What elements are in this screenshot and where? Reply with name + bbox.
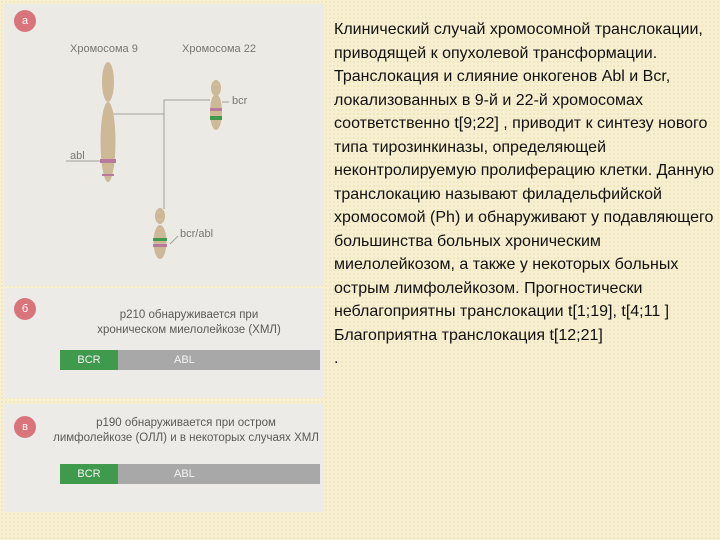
p210-bcr-segment: BCR	[60, 350, 118, 370]
bcr-gene-label: bcr	[232, 95, 248, 107]
chromosome-22-title: Хромосома 22	[182, 43, 256, 55]
translocation-connector-line	[108, 100, 210, 159]
p190-abl-segment: ABL	[118, 464, 320, 484]
chromosome-22-short-arm	[211, 80, 221, 96]
panel-badge-v: в	[14, 416, 36, 438]
p190-fusion-panel	[4, 404, 324, 512]
chromosome-22-bcr-band	[210, 108, 222, 111]
p210-abl-segment: ABL	[118, 350, 320, 370]
p190-fusion-bar	[60, 464, 320, 484]
chromosome-9-short-arm	[102, 62, 114, 102]
chromosome-9	[100, 62, 116, 182]
panel-badge-a: а	[14, 10, 36, 32]
p190-caption: p190 обнаруживается при остром лимфолейкозе (ОЛЛ) и в некоторых случаях ХМЛ	[53, 417, 319, 444]
p210-fusion-bar	[60, 350, 320, 370]
chromosome-9-title: Хромосома 9	[70, 43, 138, 55]
p210-fusion-panel	[4, 288, 324, 398]
ph-chromosome-green-band	[153, 238, 167, 241]
ph-chromosome-pink-band	[153, 244, 167, 247]
chromosome-9-telomere-band	[102, 174, 114, 176]
case-description-text: Клинический случай хромосомной транслокации, приводящей к опухолевой трансформации. Транслокация и слияние онкогенов Abl и Bcr, локализованных в 9-й и 22-й хромосомах соответственно t[9;22] , приводит к синтезу нового типа тирозинкиназы, определяющей неконтролируемую пролиферацию клетки. Данную транслокацию называют филадельфийской хромосомой (Ph) и обнаруживают у подавляющего большинства больных хроническим миелолейкозом, а также у некоторых больных острым лимфолейкозом. Прогностически неблагоприятны транслокации t[1;19], t[4;11 ] Благоприятна транслокация t[12;21] .	[334, 21, 714, 367]
abl-gene-label: abl	[70, 150, 85, 162]
chromosome-22-long-arm	[210, 94, 222, 130]
translocation-diagram-panel	[4, 4, 324, 286]
p190-bcr-segment: BCR	[60, 464, 118, 484]
ph-chromosome-long-arm	[154, 225, 167, 259]
philadelphia-chromosome	[153, 208, 167, 259]
chromosome-9-long-arm	[101, 102, 116, 182]
chromosome-9-abl-band	[100, 159, 116, 163]
bcr-abl-pointer-line	[170, 236, 178, 244]
panel-badge-b: б	[14, 298, 36, 320]
chromosome-drawing	[4, 4, 324, 286]
bcr-abl-gene-label: bcr/abl	[180, 228, 214, 240]
ph-chromosome-short-arm	[155, 208, 165, 224]
chromosome-22	[210, 80, 222, 130]
p210-caption: p210 обнаруживается при хроническом миелолейкозе (ХМЛ)	[97, 309, 281, 336]
chromosome-22-green-band	[210, 116, 222, 120]
